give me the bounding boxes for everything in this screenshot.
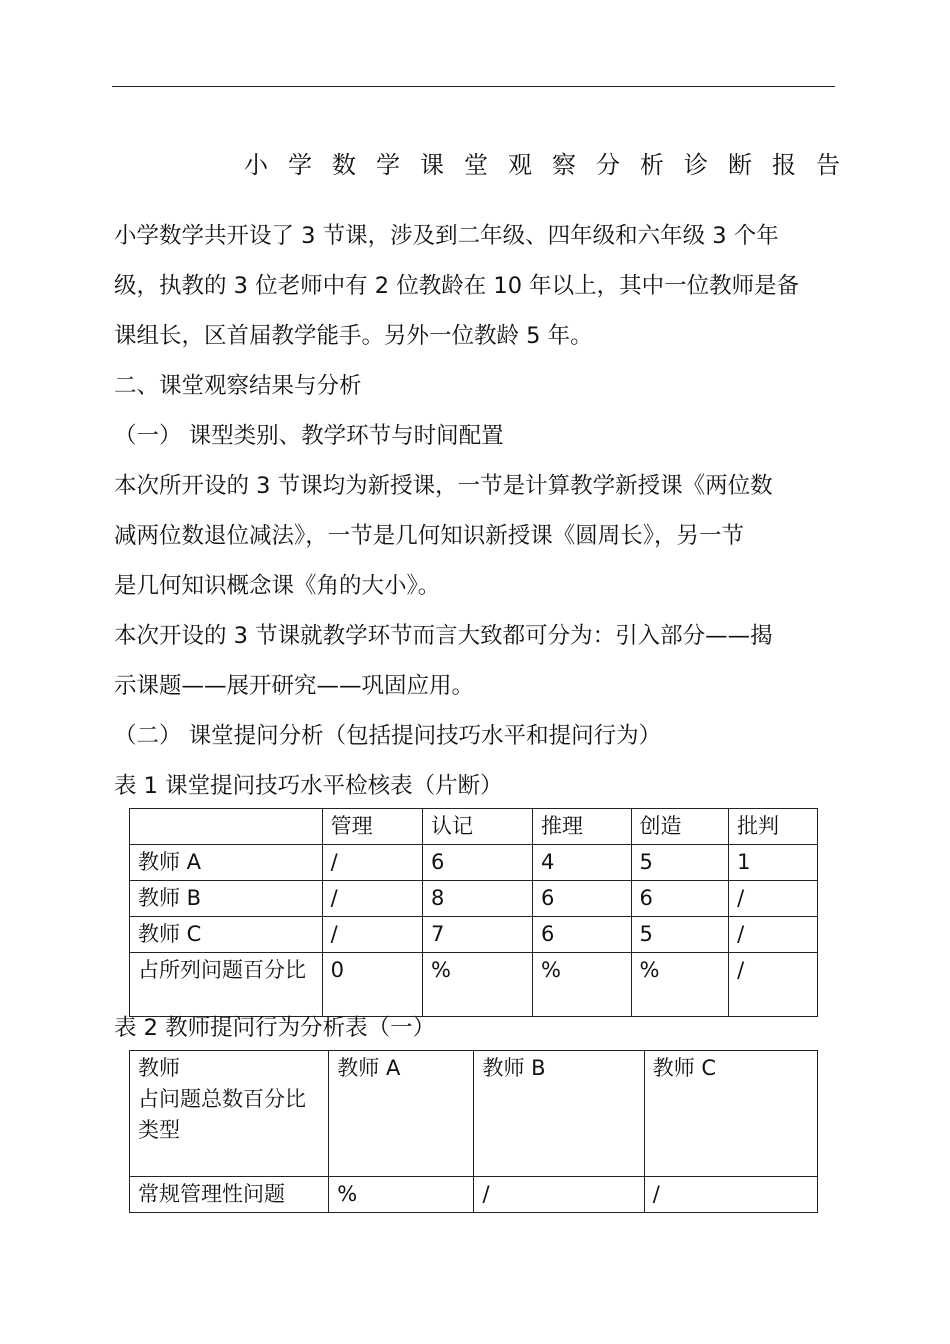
table2-caption: 表 2 教师提问行为分析表（一） [114,1015,436,1041]
table-cell: 5 [631,845,729,881]
header-line: 占问题总数百分比 [138,1087,306,1111]
table-cell: / [322,917,422,953]
table-cell: % [631,953,729,1017]
table-header-cell: 管理 [322,809,422,845]
table-header-cell: 教师 B [474,1051,644,1177]
table-cell: / [729,881,818,917]
section-heading: 二、课堂观察结果与分析 [114,373,362,399]
table-header-cell: 创造 [631,809,729,845]
table-cell: 8 [423,881,533,917]
intro-paragraph [114,211,834,761]
report-title: 小学数学课堂观察分析诊断报告 [244,151,860,179]
table-cell: 5 [631,917,729,953]
paragraph-line: 本次所开设的 3 节课均为新授课，一节是计算教学新授课《两位数 [114,473,773,499]
table-cell: 6 [631,881,729,917]
subsection-heading: （二） 课堂提问分析（包括提问技巧水平和提问行为） [114,723,662,749]
intro-line: 课组长，区首届教学能手。另外一位教龄 5 年。 [114,323,593,349]
table-cell: / [322,881,422,917]
paragraph-line: 减两位数退位减法》，一节是几何知识新授课《圆周长》，另一节 [114,523,745,549]
table-cell: 教师 C [130,917,323,953]
table-cell: / [729,917,818,953]
question-skill-table [129,808,818,1017]
table-row [130,1177,818,1213]
table-header-cell [130,1051,329,1177]
paragraph-line: 是几何知识概念课《角的大小》。 [114,573,441,599]
intro-line: 小学数学共开设了 3 节课，涉及到二年级、四年级和六年级 3 个年 [114,223,779,249]
table-cell: % [329,1177,474,1213]
table-cell: / [729,953,818,1017]
table-cell: / [322,845,422,881]
table1-caption: 表 1 课堂提问技巧水平检核表（片断） [114,773,503,799]
table-header-row [130,809,818,845]
paragraph-line: 示课题——展开研究——巩固应用。 [114,673,475,699]
table-header-cell: 教师 A [329,1051,474,1177]
table-cell: % [423,953,533,1017]
table-row [130,881,818,917]
intro-line: 级，执教的 3 位老师中有 2 位教龄在 10 年以上，其中一位教师是备 [114,273,800,299]
table-cell: 占所列问题百分比 [130,953,323,1017]
table-row [130,845,818,881]
table-cell: 0 [322,953,422,1017]
paragraph-line: 本次开设的 3 节课就教学环节而言大致都可分为：引入部分——揭 [114,623,773,649]
table-header-cell: 认记 [423,809,533,845]
table-row [130,953,818,1017]
header-line: 教师 [138,1056,180,1080]
table-header-cell: 推理 [533,809,632,845]
table-cell: 7 [423,917,533,953]
table-cell: 教师 A [130,845,323,881]
table-cell: 4 [533,845,632,881]
table-cell: / [474,1177,644,1213]
table-header-cell: 教师 C [644,1051,817,1177]
table-cell: 1 [729,845,818,881]
question-behavior-table [129,1050,818,1213]
table-cell: 6 [533,881,632,917]
header-line: 类型 [138,1118,180,1142]
table-cell: / [644,1177,817,1213]
table-cell: 教师 B [130,881,323,917]
header-rule [112,86,835,87]
subsection-heading: （一） 课型类别、教学环节与时间配置 [114,423,504,449]
table-row [130,917,818,953]
table-cell: 6 [423,845,533,881]
table-header-cell: 批判 [729,809,818,845]
table-header-cell [130,809,323,845]
table-cell: % [533,953,632,1017]
table-cell: 常规管理性问题 [130,1177,329,1213]
table-cell: 6 [533,917,632,953]
table-header-row [130,1051,818,1177]
